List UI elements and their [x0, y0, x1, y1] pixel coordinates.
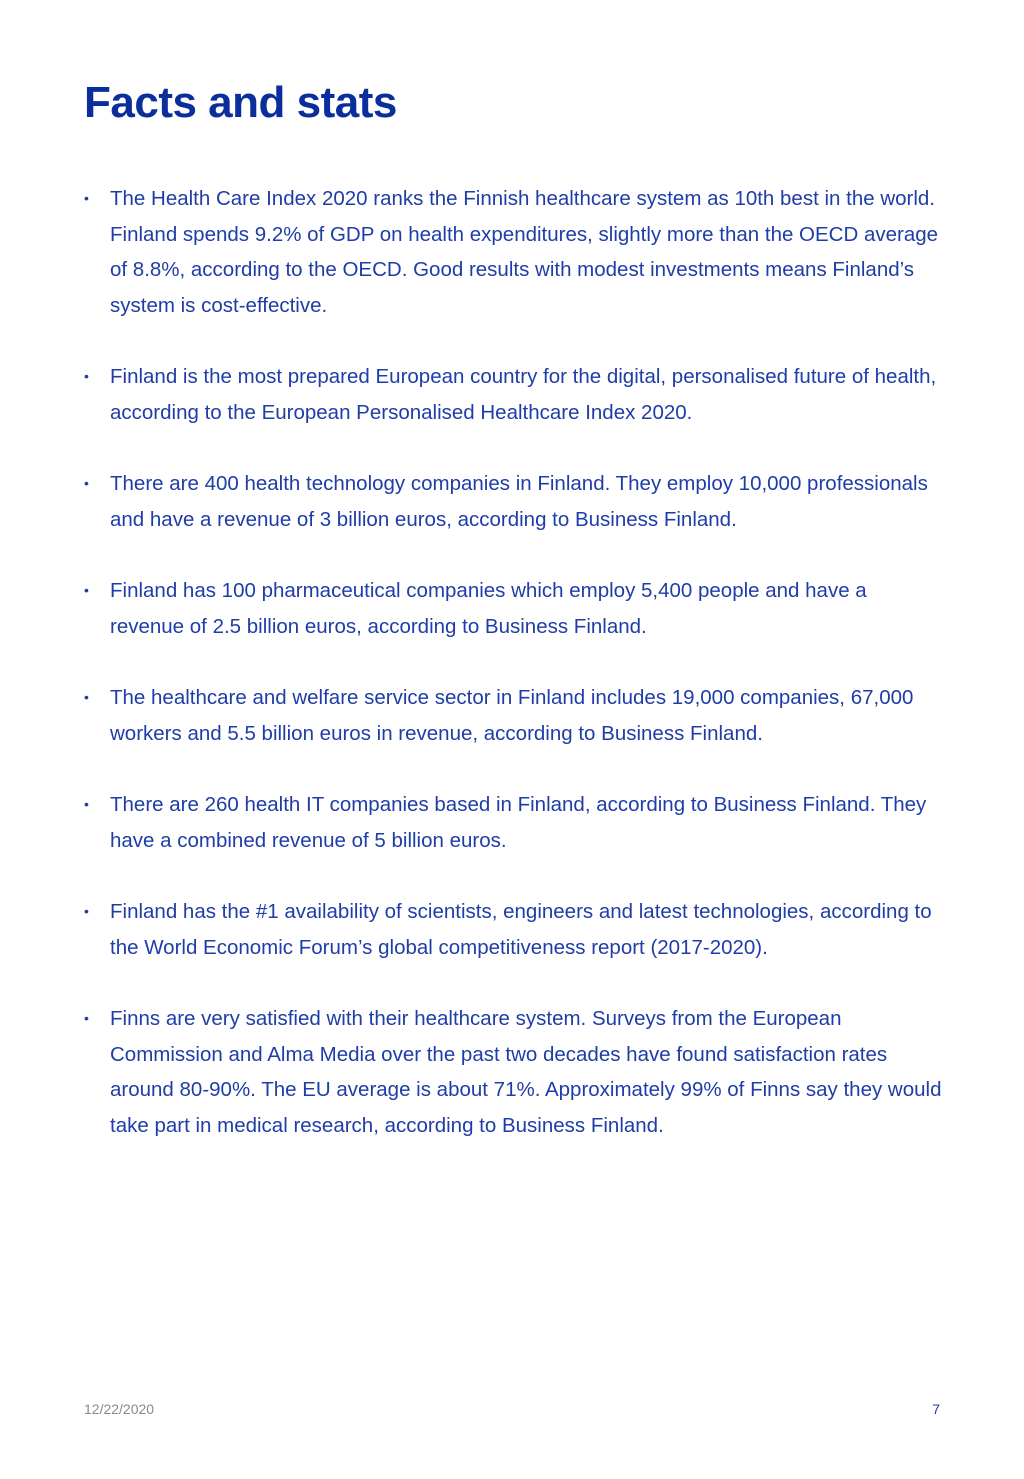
list-item [84, 680, 944, 751]
list-item [84, 894, 944, 965]
fact-text: The healthcare and welfare service sector in Finland includes 19,000 companies, 67,000 workers and 5.5 billion euros in revenue, according to Business Finland. [110, 686, 914, 745]
fact-text: Finns are very satisfied with their healthcare system. Surveys from the European Commission and Alma Media over the past two decades have found satisfaction rates around 80-90%. The EU average is about 71%. Approximately 99% of Finns say they would take part in medical research, according to Business Finland. [110, 1007, 942, 1137]
facts-list [84, 181, 944, 1179]
fact-text: Finland is the most prepared European country for the digital, personalised future of health, according to the European Personalised Healthcare Index 2020. [110, 365, 937, 424]
bullet-icon: • [84, 190, 89, 206]
list-item [84, 787, 944, 858]
page-title: Facts and stats [84, 78, 397, 127]
bullet-icon: • [84, 368, 89, 384]
list-item [84, 466, 944, 537]
fact-text: Finland has the #1 availability of scientists, engineers and latest technologies, according to the World Economic Forum’s global competitiveness report (2017-2020). [110, 900, 932, 959]
list-item [84, 181, 944, 323]
list-item [84, 1001, 944, 1143]
fact-text: There are 260 health IT companies based in Finland, according to Business Finland. They have a combined revenue of 5 billion euros. [110, 793, 927, 852]
bullet-icon: • [84, 689, 89, 705]
footer-date: 12/22/2020 [84, 1401, 155, 1417]
bullet-icon: • [84, 1010, 89, 1026]
bullet-icon: • [84, 796, 89, 812]
bullet-icon: • [84, 903, 89, 919]
fact-text: The Health Care Index 2020 ranks the Finnish healthcare system as 10th best in the world. Finland spends 9.2% of GDP on health expenditures, slightly more than the OECD average of 8.8%, according to the OECD. Good results with modest investments means Finland’s system is cost-effective. [110, 187, 939, 317]
bullet-icon: • [84, 582, 89, 598]
list-item [84, 359, 944, 430]
page-number: 7 [932, 1401, 940, 1417]
fact-text: Finland has 100 pharmaceutical companies which employ 5,400 people and have a revenue of 2.5 billion euros, according to Business Finland. [110, 579, 867, 638]
fact-text: There are 400 health technology companies in Finland. They employ 10,000 professionals and have a revenue of 3 billion euros, according to Business Finland. [110, 472, 928, 531]
bullet-icon: • [84, 475, 89, 491]
list-item [84, 573, 944, 644]
